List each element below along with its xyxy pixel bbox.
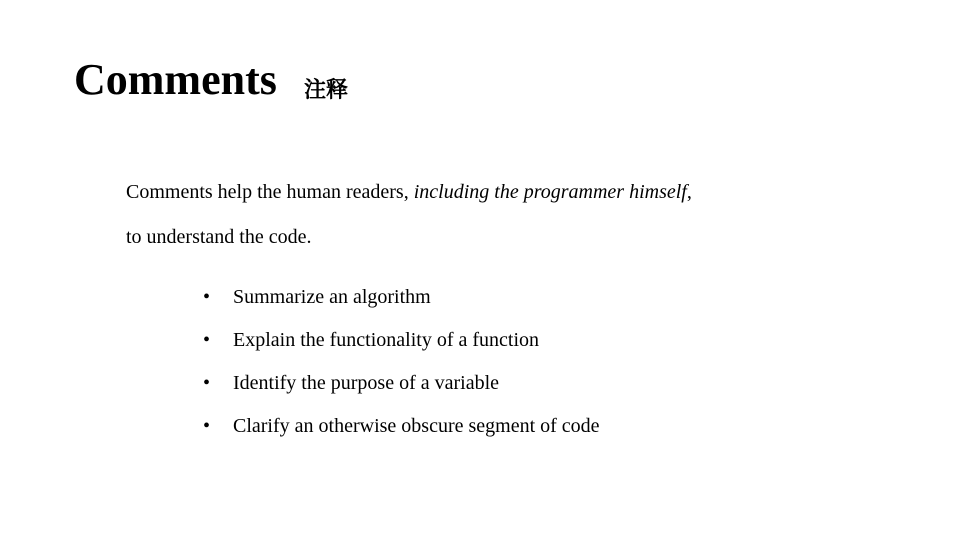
bullet-list xyxy=(203,282,600,454)
list-item xyxy=(203,368,600,411)
bullet-text: Identify the purpose of a variable xyxy=(233,372,500,394)
slide-subtitle-chinese: 注释 xyxy=(304,78,349,103)
slide-title: Comments xyxy=(74,55,277,104)
bullet-icon: • xyxy=(203,415,211,437)
intro-text-end: , xyxy=(686,181,692,203)
bullet-text: Explain the functionality of a function xyxy=(233,329,540,351)
intro-line-2: to understand the code. xyxy=(126,226,312,248)
bullet-icon: • xyxy=(203,286,211,308)
list-item xyxy=(203,325,600,368)
bullet-icon: • xyxy=(203,372,211,394)
intro-paragraph xyxy=(126,170,926,260)
bullet-text: Clarify an otherwise obscure segment of code xyxy=(233,415,600,437)
bullet-text: Summarize an algorithm xyxy=(233,286,431,308)
list-item xyxy=(203,282,600,325)
intro-text-start: Comments help the human readers, xyxy=(126,181,414,203)
bullet-icon: • xyxy=(203,329,211,351)
intro-emphasis: including the programmer himself xyxy=(413,181,687,203)
intro-line-1 xyxy=(126,170,926,215)
list-item xyxy=(203,411,600,454)
